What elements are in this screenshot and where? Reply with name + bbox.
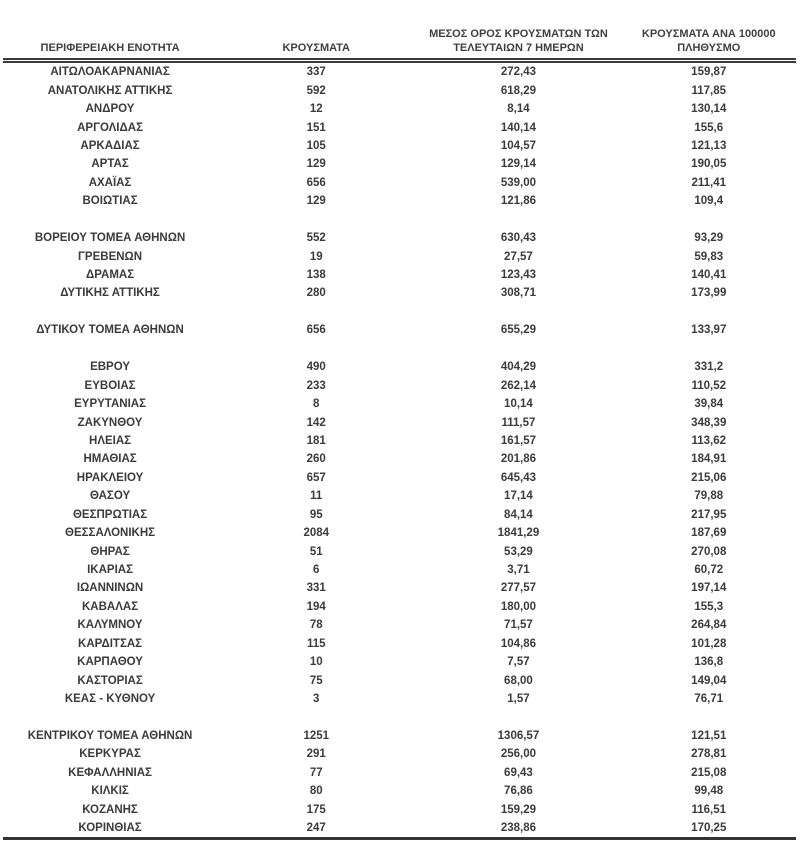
avg7-cell: 3,71 — [507, 564, 530, 577]
cases-cell: 656 — [306, 176, 326, 189]
per100k-cell: 197,14 — [691, 582, 727, 595]
cases-cell: 11 — [310, 490, 323, 503]
per100k-cell: 155,3 — [694, 600, 724, 613]
per100k-cell: 278,81 — [691, 748, 727, 761]
cases-cell: 260 — [306, 453, 326, 466]
avg7-cell: 123,43 — [500, 269, 537, 282]
avg7-cell: 121,86 — [500, 195, 537, 208]
per100k-cell: 136,8 — [694, 656, 724, 669]
region-cell: ΚΕΑΣ - ΚΥΘΝΟΥ — [64, 693, 156, 706]
avg7-cell: 1,57 — [507, 693, 530, 706]
avg7-cell: 76,86 — [504, 785, 533, 798]
region-cell: ΔΥΤΙΚΟΥ ΤΟΜΕΑ ΑΘΗΝΩΝ — [36, 324, 184, 337]
region-cell: ΑΙΤΩΛΟΑΚΑΡΝΑΝΙΑΣ — [50, 66, 170, 79]
table-row — [3, 764, 796, 782]
region-cell: ΚΑΡΔΙΤΣΑΣ — [78, 637, 143, 650]
per100k-cell: 348,39 — [691, 416, 727, 429]
region-cell: ΘΗΡΑΣ — [90, 545, 130, 558]
avg7-cell: 308,71 — [500, 287, 537, 300]
region-cell: ΔΡΑΜΑΣ — [85, 269, 135, 282]
avg7-cell: 277,57 — [500, 582, 537, 595]
avg7-cell: 238,86 — [415, 819, 621, 839]
avg7-cell: 630,43 — [500, 232, 537, 245]
cases-cell: 592 — [306, 84, 326, 97]
per100k-cell: 140,41 — [691, 269, 727, 282]
per100k-cell: 170,25 — [622, 819, 796, 839]
region-cell: ΕΥΡΥΤΑΝΙΑΣ — [74, 398, 146, 411]
cases-cell: 247 — [217, 819, 415, 839]
region-cell: ΚΕΡΚΥΡΑΣ — [79, 748, 141, 761]
table-row — [3, 727, 796, 745]
avg7-cell: 404,29 — [500, 361, 537, 374]
spacer-cell — [3, 303, 796, 321]
cases-cell: 194 — [306, 600, 326, 613]
per100k-cell: 60,72 — [694, 564, 724, 577]
per100k-cell: 110,52 — [691, 379, 727, 392]
avg7-cell: 53,29 — [504, 545, 533, 558]
avg7-cell: 272,43 — [500, 66, 537, 79]
table-row — [3, 524, 796, 542]
cases-cell: 490 — [306, 361, 326, 374]
avg7-cell: 256,00 — [500, 748, 537, 761]
region-cell: ΚΟΡΙΝΘΙΑΣ — [3, 819, 217, 839]
cases-cell: 3 — [313, 693, 320, 706]
avg7-cell: 71,57 — [504, 619, 533, 632]
spacer-row — [3, 211, 796, 229]
table-row — [3, 801, 796, 819]
table-row — [3, 782, 796, 800]
avg7-cell: 1841,29 — [497, 527, 540, 540]
region-cell: ΒΟΡΕΙΟΥ ΤΟΜΕΑ ΑΘΗΝΩΝ — [34, 232, 186, 245]
per100k-cell: 93,29 — [694, 232, 724, 245]
table-row — [3, 284, 796, 302]
region-cell: ΑΧΑΪΑΣ — [88, 176, 132, 189]
table-row — [3, 542, 796, 560]
table-row — [3, 174, 796, 192]
region-cell: ΚΟΖΑΝΗΣ — [82, 803, 138, 816]
cases-cell: 10 — [309, 656, 323, 669]
avg7-cell: 645,43 — [500, 471, 537, 484]
avg7-cell: 618,29 — [500, 84, 537, 97]
per100k-cell: 117,85 — [691, 84, 727, 97]
cases-cell: 8 — [313, 398, 320, 411]
avg7-cell: 17,14 — [504, 490, 533, 503]
cases-cell: 151 — [306, 121, 326, 134]
avg7-cell: 262,14 — [500, 379, 537, 392]
per100k-cell: 187,69 — [691, 527, 727, 540]
per100k-cell: 149,04 — [691, 674, 727, 687]
table-row — [3, 81, 796, 99]
avg7-cell: 180,00 — [500, 600, 537, 613]
avg7-cell: 140,14 — [500, 121, 537, 134]
spacer-row — [3, 303, 796, 321]
cases-cell: 51 — [309, 545, 323, 558]
per100k-cell: 116,51 — [691, 803, 727, 816]
column-header-region: ΠΕΡΙΦΕΡΕΙΑΚΗ ΕΝΟΤΗΤΑ — [3, 26, 217, 61]
per100k-cell: 121,51 — [691, 729, 727, 742]
region-cell: ΚΑΡΠΑΘΟΥ — [77, 656, 143, 669]
per100k-cell: 133,97 — [691, 324, 727, 337]
per100k-cell: 270,08 — [691, 545, 727, 558]
avg7-cell: 104,57 — [500, 139, 537, 152]
table-row — [3, 635, 796, 653]
region-cell: ΑΡΤΑΣ — [91, 158, 129, 171]
per100k-cell: 159,87 — [691, 66, 727, 79]
spacer-row — [3, 708, 796, 726]
per100k-cell: 79,88 — [694, 490, 724, 503]
region-cell: ΒΟΙΩΤΙΑΣ — [82, 195, 138, 208]
cases-cell: 233 — [306, 379, 326, 392]
spacer-cell — [3, 708, 796, 726]
table-row — [3, 321, 796, 339]
table-row — [3, 561, 796, 579]
region-cell: ΗΜΑΘΙΑΣ — [83, 453, 137, 466]
cases-cell: 19 — [309, 250, 323, 263]
per100k-cell: 217,95 — [691, 508, 727, 521]
column-header-7day-average: ΜΕΣΟΣ ΟΡΟΣ ΚΡΟΥΣΜΑΤΩΝ ΤΩΝ ΤΕΛΕΥΤΑΙΩΝ 7 ΗΜΕΡΩΝ — [415, 26, 621, 61]
region-cell: ΙΚΑΡΙΑΣ — [87, 564, 133, 577]
avg7-cell: 201,86 — [500, 453, 537, 466]
table-row — [3, 432, 796, 450]
cases-cell: 337 — [306, 66, 326, 79]
cases-cell: 129 — [306, 158, 326, 171]
region-cell: ΔΥΤΙΚΗΣ ΑΤΤΙΚΗΣ — [60, 287, 160, 300]
table-row — [3, 376, 796, 394]
region-cell: ΚΙΛΚΙΣ — [91, 785, 129, 798]
region-cell: ΘΑΣΟΥ — [89, 490, 131, 503]
per100k-cell: 173,99 — [691, 287, 727, 300]
region-cell: ΚΕΦΑΛΛΗΝΙΑΣ — [68, 766, 152, 779]
table-row — [3, 469, 796, 487]
per100k-cell: 215,06 — [691, 471, 727, 484]
avg7-cell: 84,14 — [504, 508, 533, 521]
per100k-cell: 109,4 — [694, 195, 724, 208]
table-row — [3, 137, 796, 155]
region-cell: ΙΩΑΝΝΙΝΩΝ — [76, 582, 144, 595]
per100k-cell: 331,2 — [694, 361, 724, 374]
per100k-cell: 190,05 — [691, 158, 727, 171]
region-cell: ΘΕΣΠΡΩΤΙΑΣ — [72, 508, 148, 521]
cases-cell: 331 — [306, 582, 326, 595]
table-row — [3, 579, 796, 597]
table-row — [3, 229, 796, 247]
region-cell: ΑΡΓΟΛΙΔΑΣ — [77, 121, 143, 134]
table-row — [3, 616, 796, 634]
avg7-cell: 27,57 — [504, 250, 533, 263]
avg7-cell: 68,00 — [504, 674, 533, 687]
cases-cell: 656 — [306, 324, 326, 337]
per100k-cell: 184,91 — [691, 453, 727, 466]
avg7-cell: 8,14 — [507, 103, 530, 116]
per100k-cell: 113,62 — [691, 434, 727, 447]
cases-cell: 78 — [309, 619, 323, 632]
cases-cell: 175 — [306, 803, 326, 816]
cases-cell: 1251 — [303, 729, 330, 742]
column-header-cases: ΚΡΟΥΣΜΑΤΑ — [217, 26, 415, 61]
table-row — [3, 155, 796, 173]
region-cell: ΚΑΒΑΛΑΣ — [82, 600, 139, 613]
per100k-cell: 155,6 — [694, 121, 724, 134]
region-cell: ΑΝΔΡΟΥ — [85, 103, 135, 116]
region-cell: ΕΒΡΟΥ — [90, 361, 131, 374]
table-row — [3, 192, 796, 210]
spacer-cell — [3, 211, 796, 229]
table-row — [3, 413, 796, 431]
table-row — [3, 653, 796, 671]
avg7-cell: 10,14 — [504, 398, 533, 411]
region-cell: ΘΕΣΣΑΛΟΝΙΚΗΣ — [65, 527, 156, 540]
table-row — [3, 118, 796, 136]
spacer-cell — [3, 340, 796, 358]
table-header — [3, 26, 796, 61]
cases-cell: 280 — [306, 287, 326, 300]
region-cell: ΕΥΒΟΙΑΣ — [84, 379, 136, 392]
per100k-cell: 130,14 — [691, 103, 727, 116]
table-row — [3, 819, 796, 839]
table-body — [3, 61, 796, 839]
avg7-cell: 129,14 — [500, 158, 537, 171]
table-row — [3, 395, 796, 413]
cases-by-regional-unit-table — [3, 26, 796, 840]
per100k-cell: 211,41 — [691, 176, 727, 189]
column-header-per-100000: ΚΡΟΥΣΜΑΤΑ ΑΝΑ 100000 ΠΛΗΘΥΣΜΟ — [622, 26, 796, 61]
avg7-cell: 111,57 — [501, 416, 536, 429]
region-cell: ΗΛΕΙΑΣ — [89, 434, 132, 447]
avg7-cell: 1306,57 — [497, 729, 540, 742]
per100k-cell: 59,83 — [694, 250, 724, 263]
cases-cell: 142 — [306, 416, 326, 429]
region-cell: ΗΡΑΚΛΕΙΟΥ — [76, 471, 144, 484]
cases-cell: 115 — [306, 637, 326, 650]
avg7-cell: 159,29 — [500, 803, 537, 816]
region-cell: ΑΡΚΑΔΙΑΣ — [80, 139, 140, 152]
cases-cell: 12 — [309, 103, 323, 116]
region-cell: ΓΡΕΒΕΝΩΝ — [78, 250, 143, 263]
cases-cell: 291 — [306, 748, 326, 761]
region-cell: ΖΑΚΥΝΘΟΥ — [77, 416, 143, 429]
avg7-cell: 69,43 — [504, 766, 533, 779]
header-row — [3, 26, 796, 61]
table-row — [3, 358, 796, 376]
cases-cell: 95 — [309, 508, 323, 521]
per100k-cell: 39,84 — [694, 398, 724, 411]
table-row — [3, 266, 796, 284]
table-row — [3, 450, 796, 468]
region-cell: ΚΑΛΥΜΝΟΥ — [77, 619, 143, 632]
avg7-cell: 7,57 — [507, 656, 530, 669]
cases-cell: 2084 — [303, 527, 330, 540]
table-row — [3, 671, 796, 689]
per100k-cell: 121,13 — [691, 139, 727, 152]
cases-cell: 75 — [309, 674, 323, 687]
per100k-cell: 264,84 — [691, 619, 727, 632]
cases-cell: 77 — [309, 766, 323, 779]
region-cell: ΑΝΑΤΟΛΙΚΗΣ ΑΤΤΙΚΗΣ — [47, 84, 173, 97]
avg7-cell: 104,86 — [500, 637, 537, 650]
table-row — [3, 745, 796, 763]
cases-cell: 138 — [306, 269, 326, 282]
table-row — [3, 100, 796, 118]
table-row — [3, 506, 796, 524]
table-row — [3, 61, 796, 82]
avg7-cell: 539,00 — [500, 176, 537, 189]
region-cell: ΚΕΝΤΡΙΚΟΥ ΤΟΜΕΑ ΑΘΗΝΩΝ — [27, 729, 193, 742]
per100k-cell: 99,48 — [694, 785, 724, 798]
table-row — [3, 247, 796, 265]
table-row — [3, 487, 796, 505]
cases-cell: 552 — [306, 232, 326, 245]
cases-cell: 105 — [306, 139, 326, 152]
region-cell: ΚΑΣΤΟΡΙΑΣ — [77, 674, 143, 687]
cases-cell: 181 — [306, 434, 326, 447]
cases-cell: 80 — [309, 785, 323, 798]
per100k-cell: 76,71 — [694, 693, 724, 706]
avg7-cell: 655,29 — [500, 324, 537, 337]
per100k-cell: 215,08 — [691, 766, 727, 779]
cases-cell: 657 — [306, 471, 326, 484]
avg7-cell: 161,57 — [500, 434, 537, 447]
table-row — [3, 598, 796, 616]
cases-cell: 129 — [306, 195, 326, 208]
spacer-row — [3, 340, 796, 358]
table-row — [3, 690, 796, 708]
per100k-cell: 101,28 — [691, 637, 727, 650]
cases-cell: 6 — [313, 564, 320, 577]
